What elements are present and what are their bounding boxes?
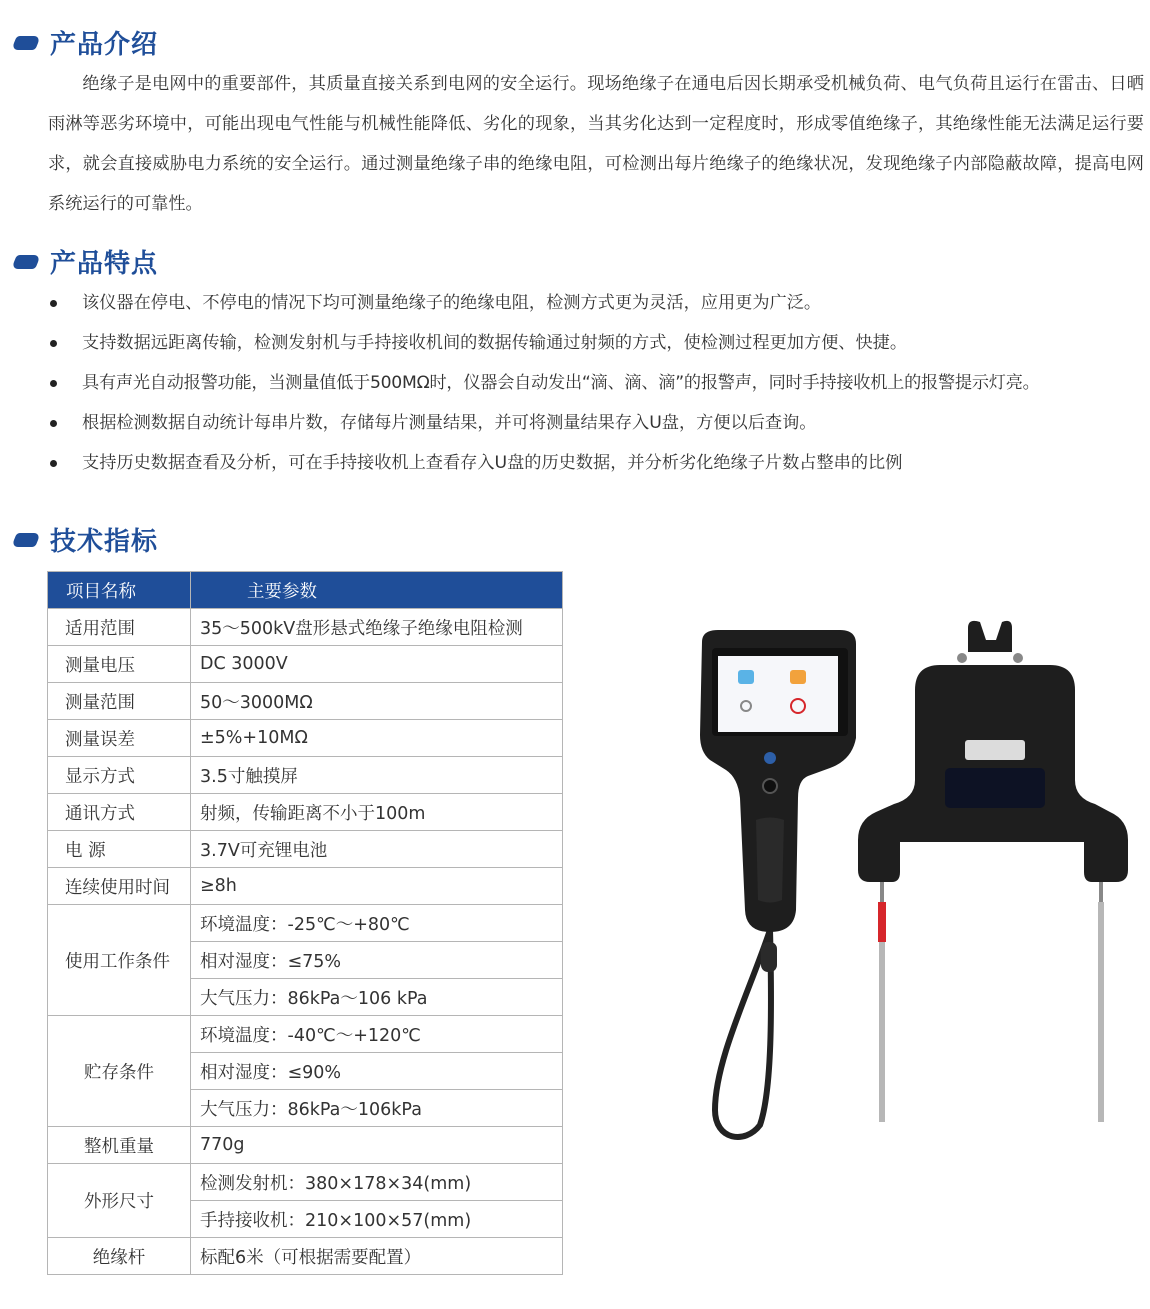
table-row: [48, 868, 563, 905]
spec-name: 测量范围: [48, 683, 191, 720]
product-photo: [690, 620, 1140, 1145]
spec-name: 使用工作条件: [48, 905, 191, 1016]
spec-name: 绝缘杆: [48, 1238, 191, 1275]
table-row: [48, 1016, 563, 1053]
spec-value: 相对湿度：≤90%: [191, 1053, 563, 1090]
spec-name: 显示方式: [48, 757, 191, 794]
feature-item: [48, 283, 1144, 323]
table-row: [48, 757, 563, 794]
table-row: [48, 831, 563, 868]
column-header-item: 项目名称: [48, 572, 191, 609]
table-row: [48, 683, 563, 720]
spec-table: [47, 571, 563, 1275]
section-marker-icon: [11, 255, 41, 269]
spec-name: 外形尺寸: [48, 1164, 191, 1238]
feature-item: [48, 403, 1144, 443]
feature-text: 根据检测数据自动统计每串片数，存储每片测量结果，并可将测量结果存入U盘，方便以后查询。: [82, 413, 817, 433]
spec-value: 3.7V可充锂电池: [191, 831, 563, 868]
lanyard-strap: [715, 930, 777, 1137]
bullet-icon: [50, 380, 57, 387]
feature-item: [48, 443, 1144, 483]
spec-value: 手持接收机：210×100×57(mm): [191, 1201, 563, 1238]
spec-name: 整机重量: [48, 1127, 191, 1164]
spec-name: 测量误差: [48, 720, 191, 757]
spec-value: ±5%+10MΩ: [191, 720, 563, 757]
table-row: [48, 905, 563, 942]
spec-name: 连续使用时间: [48, 868, 191, 905]
feature-text: 支持历史数据查看及分析，可在手持接收机上查看存入U盘的历史数据，并分析劣化绝缘子片数占整串的比例: [82, 453, 903, 473]
bullet-icon: [50, 300, 57, 307]
spec-name: 电 源: [48, 831, 191, 868]
feature-text: 具有声光自动报警功能，当测量值低于500MΩ时，仪器会自动发出“滴、滴、滴”的报警声，同时手持接收机上的报警提示灯亮。: [82, 373, 1040, 393]
feature-text: 该仪器在停电、不停电的情况下均可测量绝缘子的绝缘电阻，检测方式更为灵活，应用更为广泛。: [82, 293, 822, 313]
intro-paragraph: 绝缘子是电网中的重要部件，其质量直接关系到电网的安全运行。现场绝缘子在通电后因长期承受机械负荷、电气负荷且运行在雷击、日晒雨淋等恶劣环境中，可能出现电气性能与机械性能降低、劣化的现象，当其劣化达到一定程度时，形成零值绝缘子，其绝缘性能无法满足运行要求，就会直接威胁电力系统的安全运行。通过测量绝缘子串的绝缘电阻，可检测出每片绝缘子的绝缘状况，发现绝缘子内部隐蔽故障，提高电网系统运行的可靠性。: [48, 74, 1144, 214]
spec-value: 环境温度：-40℃～+120℃: [191, 1016, 563, 1053]
feature-item: [48, 323, 1144, 363]
feature-text: 支持数据远距离传输，检测发射机与手持接收机间的数据传输通过射频的方式，使检测过程更加方便、快捷。: [82, 333, 908, 353]
table-row: [48, 1238, 563, 1275]
spec-value: 35～500kV盘形悬式绝缘子绝缘电阻检测: [191, 609, 563, 646]
section-marker-icon: [11, 36, 41, 50]
section-header-intro: [14, 24, 158, 61]
table-row: [48, 646, 563, 683]
spec-value: 大气压力：86kPa～106 kPa: [191, 979, 563, 1016]
handheld-receiver: [700, 630, 856, 932]
spec-value: 标配6米（可根据需要配置）: [191, 1238, 563, 1275]
spec-value: 检测发射机：380×178×34(mm): [191, 1164, 563, 1201]
table-header-row: [48, 572, 563, 609]
spec-value: 射频，传输距离不小于100m: [191, 794, 563, 831]
bullet-icon: [50, 420, 57, 427]
spec-name: 贮存条件: [48, 1016, 191, 1127]
spec-value: 3.5寸触摸屏: [191, 757, 563, 794]
table-row: [48, 1164, 563, 1201]
table-row: [48, 794, 563, 831]
bullet-icon: [50, 460, 57, 467]
spec-value: 相对湿度：≤75%: [191, 942, 563, 979]
section-header-features: [14, 243, 158, 280]
spec-value: DC 3000V: [191, 646, 563, 683]
spec-value: ≥8h: [191, 868, 563, 905]
feature-list: [48, 283, 1144, 483]
section-title: 技术指标: [50, 527, 159, 557]
column-header-param: 主要参数: [191, 572, 563, 609]
spec-value: 770g: [191, 1127, 563, 1164]
table-row: [48, 720, 563, 757]
table-row: [48, 609, 563, 646]
spec-value: 环境温度：-25℃～+80℃: [191, 905, 563, 942]
spec-value: 50～3000MΩ: [191, 683, 563, 720]
spec-value: 大气压力：86kPa～106kPa: [191, 1090, 563, 1127]
spec-name: 测量电压: [48, 646, 191, 683]
spec-name: 适用范围: [48, 609, 191, 646]
detector-transmitter: [858, 621, 1128, 1122]
section-title: 产品介绍: [50, 30, 159, 60]
feature-item: [48, 363, 1144, 403]
section-title: 产品特点: [50, 249, 159, 279]
section-header-specs: [14, 521, 158, 558]
section-marker-icon: [11, 533, 41, 547]
table-row: [48, 1127, 563, 1164]
spec-name: 通讯方式: [48, 794, 191, 831]
bullet-icon: [50, 340, 57, 347]
